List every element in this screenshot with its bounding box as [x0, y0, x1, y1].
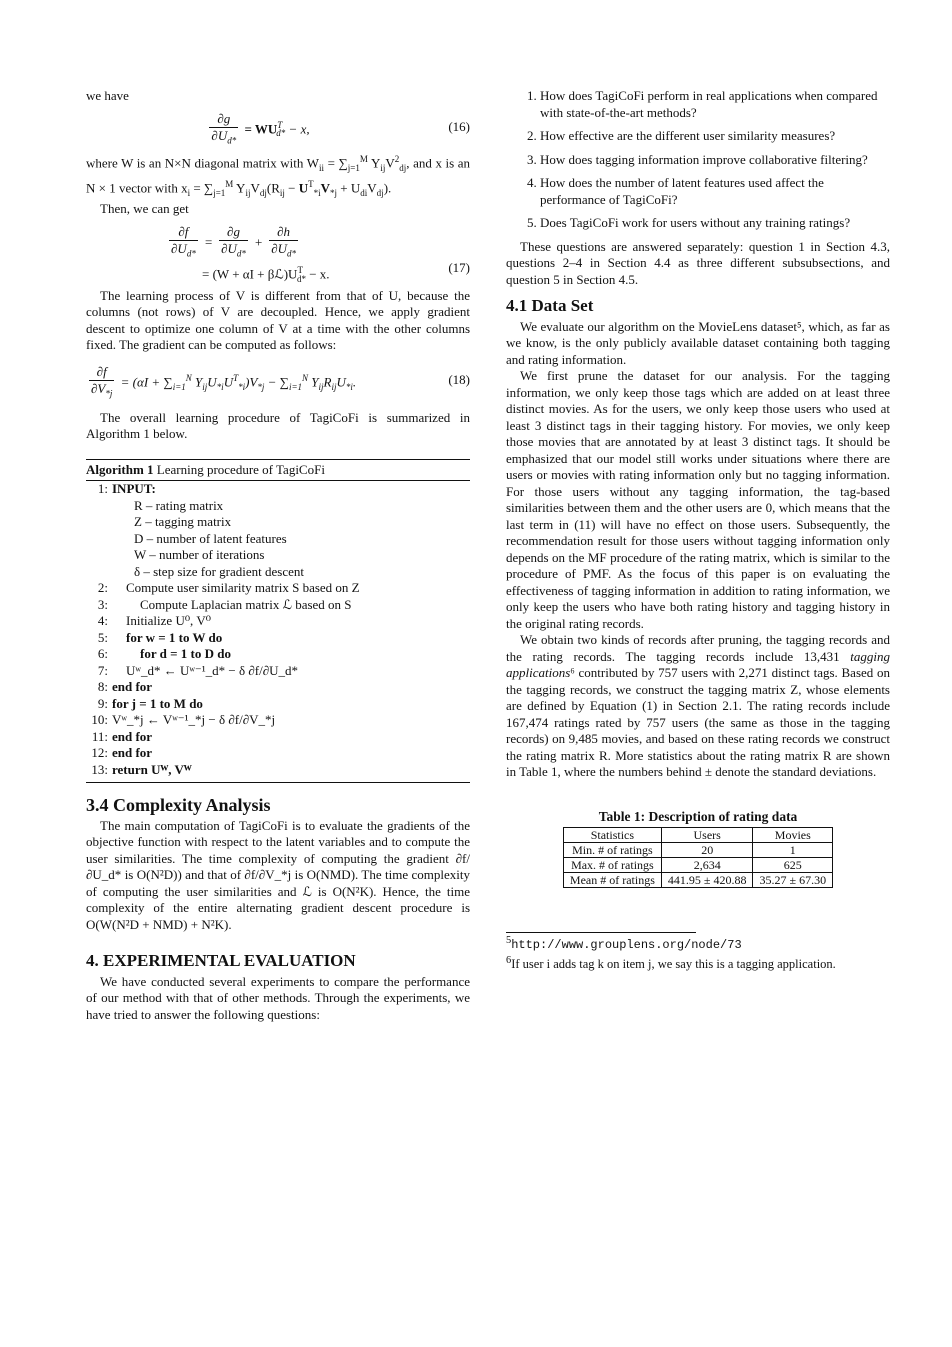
fraction: [169, 224, 198, 263]
line-text: end for: [112, 745, 153, 761]
table-caption: Table 1: Description of rating data: [598, 808, 798, 824]
algorithm-line: [86, 531, 470, 548]
line-number: 9:: [97, 695, 108, 711]
frac-num: ∂g: [219, 224, 248, 242]
eq-tail: − x.: [305, 266, 330, 282]
equation-number: (18): [448, 371, 470, 387]
line-number: 11:: [91, 728, 108, 744]
equation-16: $\frac{\partial g}{\partial U_{d*}}$ = $WU^T_{d*} - x$, (16): [86, 111, 470, 145]
equation-number: (17): [448, 259, 470, 275]
line-text: Compute Laplacian matrix ℒ based on S: [140, 596, 352, 612]
line-number: [86, 531, 112, 548]
table-header-cell: Statistics: [563, 828, 661, 843]
fraction: [209, 111, 238, 150]
eq-line: = (W + αI + βℒ)U: [202, 266, 298, 282]
line-text: Uʷ_d* ← Uʷ⁻¹_d* − δ ∂f/∂U_d*: [126, 662, 299, 678]
table-header-cell: Movies: [753, 828, 833, 843]
section-heading: 4. EXPERIMENTAL EVALUATION: [86, 951, 356, 971]
algorithm-line: [86, 679, 470, 696]
algorithm-caption: [86, 460, 470, 482]
table-cell: Min. # of ratings: [563, 843, 661, 858]
algorithm-line: [86, 729, 470, 746]
line-number: [86, 564, 112, 581]
fraction: [219, 224, 248, 263]
algorithm-line: [86, 597, 470, 614]
line-text: δ – step size for gradient descent: [134, 563, 305, 579]
eq-rhs: = WU: [244, 120, 278, 136]
line-number: 8:: [97, 679, 108, 695]
paragraph: These questions are answered separately: question 1 in Section 4.3, questions 2–4 in Section 4.4 as three different subsubsections, and question 5 in Section 4.5.: [506, 238, 890, 287]
section-heading: 3.4 Complexity Analysis: [86, 795, 271, 816]
fraction: [269, 224, 298, 263]
algorithm-line: [86, 580, 470, 597]
table-row: [563, 858, 832, 873]
question-item: 5. Does TagiCoFi work for users without any training ratings?: [540, 215, 890, 232]
text: and x is an N × 1 vector with x: [86, 154, 471, 196]
paragraph: We evaluate our algorithm on the MovieLens dataset⁵, which, as far as we know, is the only publicly available dataset containing both tagging and rating information.: [506, 318, 890, 367]
right-column: [506, 88, 890, 972]
equation-18: $\frac{\partial f}{\partial V_{*j}}$ = ($\alpha I + \sum_{i=1}^N$ $Y_{ij}U_{*i}U^T_{*i})V_{*j} - \sum_{i=1}^N$ $Y_{ij}R_{ij}U_{*i}$. (18): [86, 360, 470, 404]
table-row: [563, 873, 832, 888]
algorithm-line: [86, 514, 470, 531]
paragraph: The learning process of V is different from that of U, because the columns (not rows) of V are decoupled. Hence, we apply gradient descent to optimize one column of V at a time with the other columns fixed. The gradient can be computed as follows:: [86, 287, 470, 353]
algorithm-title: Algorithm 1: [86, 461, 154, 477]
text: ⁶ contributed by 757 users with 2,271 distinct tags. Based on the tagging records, we construct the tagging matrix Z, whose elements are defined by Equation (1) in Section 2.1. The rating records include 167,474 ratings rated by 757 users (the same as those in the tagging records) on 9,485 movies, and based on these rating records we construct the rating matrix R. More statistics about the rating matrix R are shown in Table 1, where the numbers behind ± denote the standard deviations.: [506, 665, 890, 779]
line-text: W – number of iterations: [134, 547, 265, 563]
paragraph: where W is an N×N diagonal matrix with $W_{ii} = \sum_{j=1}^M$ $Y_{ij}V^2_{dj}$, and x is an N × 1 vector with $x_i = \sum_{j=1}^M$ $Y_{ij}V_{dj}(R_{ij} - U^T_{*i}V_{*j} + U_{di}V_{dj})$.: [86, 153, 471, 198]
line-number: 10:: [91, 712, 108, 728]
equation-number: (16): [448, 118, 470, 134]
text: We obtain two kinds of records after pruning, the tagging records and the rating records. The tagging records include 13,431: [506, 632, 890, 664]
frac-num: ∂f: [169, 224, 198, 242]
table-header-row: [563, 828, 832, 843]
algorithm-line: [86, 481, 470, 498]
frac-den-text: ∂U: [211, 128, 228, 143]
footnote-text: If user i adds tag k on item j, we say this is a tagging application.: [511, 957, 836, 972]
frac-num: ∂h: [269, 224, 298, 242]
table-cell: Max. # of ratings: [563, 858, 661, 873]
footnote-link[interactable]: http://www.grouplens.org/node/73: [511, 938, 742, 953]
question-item: 4. How does the number of latent features used affect the performance of TagiCoFi?: [540, 175, 890, 208]
text-emphasis: tagging applications: [506, 648, 890, 680]
paragraph: We first prune the dataset for our analysis. For the tagging information, we only keep those tags which are added on at least three distinct movies. As for the users, we only keep those users who used at least 3 distinct tags in their tagging history. For movies, we only keep those movies that are annotated by at least 3 distinct tags. It should be emphasized that our model still works under situations where there are users or movies with rating information only but no tagging information. For those users without any tagging information, the tag-based similarities between them and the other users are 0, which means that the last term in (11) will have no effect on those users. Subsequently, the recommendation result for those users without tagging information only depends on the MF procedure of the rating matrix, which is similar to the procedure of PMF. As the focus of this paper is on evaluating the effectiveness of tagging information in addition to rating information, we only keep the users who have both rating history and tagging history in the original rating records.: [506, 368, 890, 631]
equation-17: $\frac{\partial f}{\partial U_{d*}}$ = $\frac{\partial g}{\partial U_{d*}}$ + $\frac{\partial h}{\partial U_{d*}}$ = $(W + \alpha I + \beta ℒ)U^T_{d*} - x$. (17): [171, 223, 470, 285]
paragraph: Then, we can get: [100, 201, 189, 217]
text: where W is an N×N diagonal matrix with W: [86, 154, 320, 170]
question-item: 1. How does TagiCoFi perform in real applications when compared with state-of-the-art methods?: [540, 88, 890, 121]
line-text: for w = 1 to W do: [126, 629, 223, 645]
frac-den: $\partial U_{d*}$: [171, 241, 196, 259]
algorithm-line: [86, 564, 470, 581]
table-cell: 35.27 ± 67.30: [753, 873, 833, 888]
line-number: 7:: [97, 662, 108, 678]
line-text: INPUT:: [112, 481, 156, 497]
frac-den-text: ∂U: [171, 241, 187, 257]
table-body: [563, 843, 832, 888]
question-item: 2. How effective are the different user similarity measures?: [540, 128, 890, 145]
line-number: [86, 498, 112, 515]
footnote-mark: 5: [506, 935, 512, 946]
paragraph: The main computation of TagiCoFi is to evaluate the gradients of the objective function with respect to the latent variables and to compute the user similarities. The time complexity of computing the gradient ∂f/∂U_d* is O(N²D)) and that of ∂f/∂V_*j is O(NMD). The time complexity of computing the user similarities and ℒ is O(N²K). Hence, the time complexity of the entire alternating gradient descent procedure is O(W(N²D + NMD) + N²K).: [86, 817, 470, 932]
algorithm-line: [86, 646, 470, 663]
algorithm-line: [86, 745, 470, 762]
footnote: [506, 953, 890, 972]
line-text: end for: [112, 728, 153, 744]
line-number: [86, 547, 112, 564]
line-number: 13:: [91, 761, 108, 777]
frac-den: $\partial V_{*j}$: [91, 381, 113, 399]
algorithm-line: [86, 498, 470, 515]
paragraph: [506, 632, 890, 781]
line-number: 3:: [97, 596, 108, 612]
table-cell: 1: [753, 843, 833, 858]
algorithm-line: [86, 762, 470, 779]
frac-num: ∂f: [89, 364, 114, 382]
line-text: Z – tagging matrix: [134, 514, 232, 530]
line-number: 6:: [97, 646, 108, 662]
table-cell: 20: [661, 843, 753, 858]
line-text: D – number of latent features: [134, 530, 287, 546]
algorithm-line: [86, 712, 470, 729]
line-number: 12:: [91, 745, 108, 761]
table-header-cell: Users: [661, 828, 753, 843]
table-cell: 625: [753, 858, 833, 873]
line-text: Vʷ_*j ← Vʷ⁻¹_*j − δ ∂f/∂V_*j: [112, 712, 276, 728]
algorithm-line: [86, 696, 470, 713]
algorithm-caption-text: Learning procedure of TagiCoFi: [153, 461, 325, 477]
paragraph: We have conducted several experiments to compare the performance of our method with that of other methods. Through the experiments, we have tried to answer the following questions:: [86, 973, 470, 1022]
frac-den: $\partial U_{d*}$: [211, 128, 237, 146]
paragraph: we have: [86, 88, 129, 103]
line-text: for j = 1 to M do: [112, 695, 203, 711]
line-number: 5:: [97, 629, 108, 645]
footnote: [506, 933, 890, 953]
line-number: 4:: [97, 613, 108, 629]
frac-den-text: ∂V: [91, 381, 106, 397]
frac-num: ∂g: [209, 111, 238, 129]
algorithm-lines: [86, 481, 470, 778]
algorithm-line: [86, 613, 470, 630]
line-number: [86, 514, 112, 531]
footnote-mark: 6: [506, 955, 512, 967]
line-text: for d = 1 to D do: [140, 646, 231, 662]
table-cell: Mean # of ratings: [563, 873, 661, 888]
table-row: [563, 843, 832, 858]
algorithm-box: [86, 459, 470, 784]
frac-den: $\partial U_{d*}$: [221, 241, 246, 259]
frac-den: $\partial U_{d*}$: [271, 241, 296, 259]
question-item: 3. How does tagging information improve collaborative filtering?: [540, 152, 890, 169]
line-number: 1:: [97, 481, 108, 497]
data-table: [563, 827, 833, 888]
paragraph: The overall learning procedure of TagiCoFi is summarized in Algorithm 1 below.: [86, 409, 470, 442]
line-text: end for: [112, 679, 153, 695]
left-column: [86, 88, 470, 1023]
table-cell: 441.95 ± 420.88: [661, 873, 753, 888]
line-text: Initialize U⁰, V⁰: [126, 613, 211, 629]
line-text: return Uᵂ, Vᵂ: [112, 761, 192, 777]
question-list: [506, 88, 890, 232]
line-text: R – rating matrix: [134, 497, 224, 513]
section-heading: 4.1 Data Set: [506, 296, 594, 315]
table-cell: 2,634: [661, 858, 753, 873]
fraction: [89, 364, 114, 403]
algorithm-line: [86, 630, 470, 647]
line-text: Compute user similarity matrix S based on Z: [126, 580, 360, 596]
algorithm-line: [86, 547, 470, 564]
algorithm-line: [86, 663, 470, 680]
eq-tail: − x,: [285, 120, 310, 136]
line-number: 2:: [97, 580, 108, 596]
